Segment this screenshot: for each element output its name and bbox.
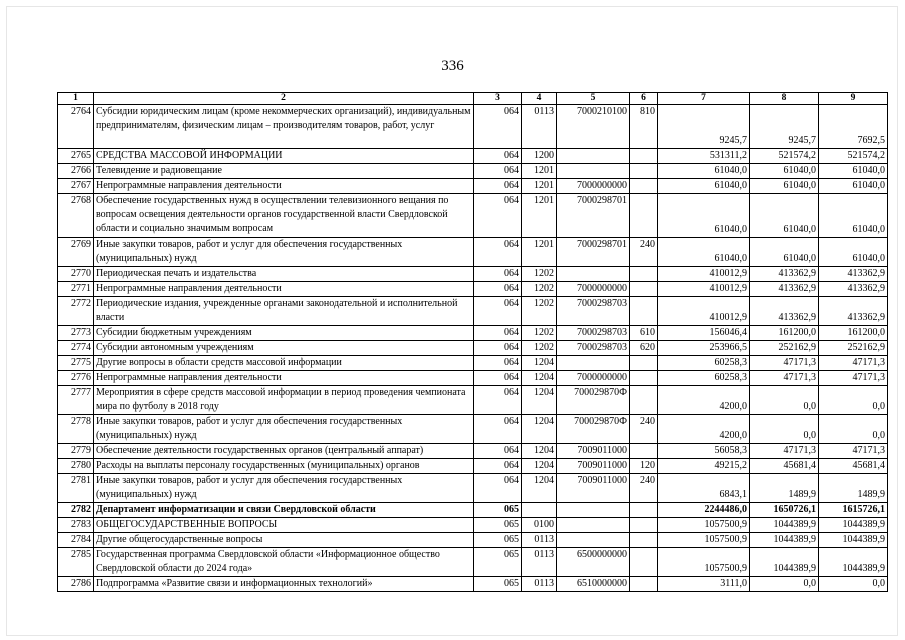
amount-cell: 1044389,9 <box>750 533 819 548</box>
amount-cell: 61040,0 <box>819 194 888 238</box>
expense-type-cell <box>630 503 658 518</box>
amount-cell: 1650726,1 <box>750 503 819 518</box>
section-cell: 1204 <box>522 356 557 371</box>
description-cell: Государственная программа Свердловской области «Информационное общество Свердловской области до 2024 года» <box>94 548 474 577</box>
amount-cell: 47171,3 <box>819 356 888 371</box>
amount-cell: 1057500,9 <box>658 533 750 548</box>
expense-type-cell <box>630 282 658 297</box>
amount-cell: 410012,9 <box>658 282 750 297</box>
description-cell: СРЕДСТВА МАССОВОЙ ИНФОРМАЦИИ <box>94 149 474 164</box>
column-header: 4 <box>522 93 557 105</box>
amount-cell: 61040,0 <box>658 164 750 179</box>
amount-cell: 1044389,9 <box>819 533 888 548</box>
code-cell: 064 <box>474 326 522 341</box>
code-cell: 064 <box>474 194 522 238</box>
amount-cell: 1615726,1 <box>819 503 888 518</box>
amount-cell: 45681,4 <box>819 459 888 474</box>
row-number-cell: 2778 <box>58 415 94 444</box>
amount-cell: 413362,9 <box>819 267 888 282</box>
amount-cell: 4200,0 <box>658 415 750 444</box>
description-cell: Другие вопросы в области средств массовой информации <box>94 356 474 371</box>
section-cell: 1204 <box>522 371 557 386</box>
code-cell: 065 <box>474 503 522 518</box>
amount-cell: 47171,3 <box>750 356 819 371</box>
table-row <box>58 577 888 592</box>
amount-cell: 413362,9 <box>750 267 819 282</box>
table-row <box>58 164 888 179</box>
amount-cell: 252162,9 <box>750 341 819 356</box>
target-article-cell <box>557 164 630 179</box>
expense-type-cell <box>630 386 658 415</box>
table-row <box>58 282 888 297</box>
amount-cell: 1044389,9 <box>819 548 888 577</box>
amount-cell: 1057500,9 <box>658 548 750 577</box>
expense-type-cell <box>630 356 658 371</box>
expense-type-cell: 610 <box>630 326 658 341</box>
amount-cell: 47171,3 <box>819 444 888 459</box>
table-row <box>58 267 888 282</box>
table-row <box>58 297 888 326</box>
amount-cell: 410012,9 <box>658 267 750 282</box>
section-cell: 1204 <box>522 474 557 503</box>
section-cell: 1204 <box>522 415 557 444</box>
expense-type-cell <box>630 577 658 592</box>
section-cell: 0113 <box>522 533 557 548</box>
row-number-cell: 2780 <box>58 459 94 474</box>
table-row <box>58 194 888 238</box>
description-cell: Другие общегосударственные вопросы <box>94 533 474 548</box>
description-cell: Департамент информатизации и связи Свердловской области <box>94 503 474 518</box>
description-cell: Обеспечение деятельности государственных органов (центральный аппарат) <box>94 444 474 459</box>
description-cell: Иные закупки товаров, работ и услуг для обеспечения государственных (муниципальных) нужд <box>94 474 474 503</box>
amount-cell: 253966,5 <box>658 341 750 356</box>
section-cell: 0113 <box>522 548 557 577</box>
code-cell: 064 <box>474 356 522 371</box>
target-article-cell <box>557 267 630 282</box>
target-article-cell <box>557 503 630 518</box>
table-row <box>58 444 888 459</box>
amount-cell: 4200,0 <box>658 386 750 415</box>
row-number-cell: 2782 <box>58 503 94 518</box>
target-article-cell: 7000210100 <box>557 105 630 149</box>
amount-cell: 9245,7 <box>750 105 819 149</box>
amount-cell: 6843,1 <box>658 474 750 503</box>
amount-cell: 1044389,9 <box>750 548 819 577</box>
row-number-cell: 2777 <box>58 386 94 415</box>
code-cell: 064 <box>474 444 522 459</box>
section-cell: 0113 <box>522 105 557 149</box>
amount-cell: 156046,4 <box>658 326 750 341</box>
expense-type-cell <box>630 548 658 577</box>
amount-cell: 45681,4 <box>750 459 819 474</box>
amount-cell: 2244486,0 <box>658 503 750 518</box>
amount-cell: 61040,0 <box>819 179 888 194</box>
target-article-cell: 7000298701 <box>557 238 630 267</box>
row-number-cell: 2775 <box>58 356 94 371</box>
row-number-cell: 2786 <box>58 577 94 592</box>
amount-cell: 161200,0 <box>750 326 819 341</box>
section-cell: 1204 <box>522 459 557 474</box>
code-cell: 064 <box>474 341 522 356</box>
section-cell: 1204 <box>522 444 557 459</box>
description-cell: ОБЩЕГОСУДАРСТВЕННЫЕ ВОПРОСЫ <box>94 518 474 533</box>
expense-type-cell <box>630 267 658 282</box>
amount-cell: 413362,9 <box>819 297 888 326</box>
amount-cell: 1489,9 <box>750 474 819 503</box>
description-cell: Расходы на выплаты персоналу государственных (муниципальных) органов <box>94 459 474 474</box>
amount-cell: 7692,5 <box>819 105 888 149</box>
amount-cell: 0,0 <box>750 386 819 415</box>
amount-cell: 61040,0 <box>658 238 750 267</box>
amount-cell: 47171,3 <box>750 371 819 386</box>
description-cell: Иные закупки товаров, работ и услуг для обеспечения государственных (муниципальных) нужд <box>94 415 474 444</box>
code-cell: 064 <box>474 386 522 415</box>
amount-cell: 0,0 <box>819 577 888 592</box>
code-cell: 064 <box>474 164 522 179</box>
code-cell: 065 <box>474 548 522 577</box>
row-number-cell: 2769 <box>58 238 94 267</box>
row-number-cell: 2781 <box>58 474 94 503</box>
column-header: 6 <box>630 93 658 105</box>
table-row <box>58 326 888 341</box>
target-article-cell: 7000298703 <box>557 326 630 341</box>
row-number-cell: 2770 <box>58 267 94 282</box>
amount-cell: 61040,0 <box>819 238 888 267</box>
section-cell: 1202 <box>522 297 557 326</box>
code-cell: 064 <box>474 149 522 164</box>
amount-cell: 47171,3 <box>750 444 819 459</box>
budget-table <box>57 92 888 592</box>
expense-type-cell: 620 <box>630 341 658 356</box>
amount-cell: 9245,7 <box>658 105 750 149</box>
code-cell: 064 <box>474 267 522 282</box>
description-cell: Субсидии автономным учреждениям <box>94 341 474 356</box>
amount-cell: 521574,2 <box>750 149 819 164</box>
section-cell: 1201 <box>522 179 557 194</box>
amount-cell: 1489,9 <box>819 474 888 503</box>
column-header: 7 <box>658 93 750 105</box>
code-cell: 064 <box>474 459 522 474</box>
table-row <box>58 474 888 503</box>
target-article-cell: 7000000000 <box>557 371 630 386</box>
amount-cell: 161200,0 <box>819 326 888 341</box>
amount-cell: 0,0 <box>819 386 888 415</box>
section-cell: 0113 <box>522 577 557 592</box>
amount-cell: 0,0 <box>750 415 819 444</box>
section-cell <box>522 503 557 518</box>
code-cell: 064 <box>474 179 522 194</box>
column-header: 5 <box>557 93 630 105</box>
code-cell: 064 <box>474 415 522 444</box>
amount-cell: 61040,0 <box>819 164 888 179</box>
amount-cell: 410012,9 <box>658 297 750 326</box>
target-article-cell: 7000298703 <box>557 297 630 326</box>
row-number-cell: 2766 <box>58 164 94 179</box>
section-cell: 1201 <box>522 164 557 179</box>
target-article-cell: 6510000000 <box>557 577 630 592</box>
page-number: 336 <box>441 58 464 74</box>
description-cell: Периодическая печать и издательства <box>94 267 474 282</box>
row-number-cell: 2772 <box>58 297 94 326</box>
amount-cell: 61040,0 <box>658 179 750 194</box>
expense-type-cell <box>630 179 658 194</box>
target-article-cell: 7000000000 <box>557 282 630 297</box>
description-cell: Непрограммные направления деятельности <box>94 282 474 297</box>
amount-cell: 413362,9 <box>750 282 819 297</box>
amount-cell: 60258,3 <box>658 371 750 386</box>
code-cell: 064 <box>474 105 522 149</box>
description-cell: Субсидии бюджетным учреждениям <box>94 326 474 341</box>
table-row <box>58 149 888 164</box>
row-number-cell: 2779 <box>58 444 94 459</box>
expense-type-cell <box>630 149 658 164</box>
code-cell: 065 <box>474 533 522 548</box>
column-header: 3 <box>474 93 522 105</box>
column-header: 2 <box>94 93 474 105</box>
section-cell: 1202 <box>522 267 557 282</box>
column-header: 8 <box>750 93 819 105</box>
table-row <box>58 415 888 444</box>
amount-cell: 56058,3 <box>658 444 750 459</box>
amount-cell: 413362,9 <box>819 282 888 297</box>
table-row <box>58 371 888 386</box>
row-number-cell: 2774 <box>58 341 94 356</box>
description-cell: Обеспечение государственных нужд в осуществлении телевизионного вещания по вопросам освещения деятельности органов государственной власти Свердловской области и социально значимым вопросам <box>94 194 474 238</box>
table-row <box>58 548 888 577</box>
expense-type-cell <box>630 533 658 548</box>
expense-type-cell: 240 <box>630 415 658 444</box>
amount-cell: 61040,0 <box>750 164 819 179</box>
target-article-cell: 7009011000 <box>557 444 630 459</box>
table-header-row <box>58 93 888 105</box>
amount-cell: 1044389,9 <box>750 518 819 533</box>
target-article-cell: 7000298703 <box>557 341 630 356</box>
target-article-cell: 700029870Ф <box>557 415 630 444</box>
row-number-cell: 2771 <box>58 282 94 297</box>
row-number-cell: 2773 <box>58 326 94 341</box>
amount-cell: 3111,0 <box>658 577 750 592</box>
amount-cell: 61040,0 <box>750 194 819 238</box>
row-number-cell: 2764 <box>58 105 94 149</box>
amount-cell: 252162,9 <box>819 341 888 356</box>
row-number-cell: 2785 <box>58 548 94 577</box>
section-cell: 0100 <box>522 518 557 533</box>
target-article-cell: 7009011000 <box>557 459 630 474</box>
row-number-cell: 2783 <box>58 518 94 533</box>
row-number-cell: 2767 <box>58 179 94 194</box>
code-cell: 064 <box>474 297 522 326</box>
amount-cell: 1057500,9 <box>658 518 750 533</box>
description-cell: Непрограммные направления деятельности <box>94 371 474 386</box>
expense-type-cell: 810 <box>630 105 658 149</box>
amount-cell: 61040,0 <box>750 238 819 267</box>
target-article-cell <box>557 533 630 548</box>
row-number-cell: 2776 <box>58 371 94 386</box>
expense-type-cell <box>630 444 658 459</box>
description-cell: Подпрограмма «Развитие связи и информационных технологий» <box>94 577 474 592</box>
table-row <box>58 386 888 415</box>
row-number-cell: 2765 <box>58 149 94 164</box>
section-cell: 1202 <box>522 326 557 341</box>
table-row <box>58 105 888 149</box>
section-cell: 1200 <box>522 149 557 164</box>
table-row <box>58 459 888 474</box>
table-row <box>58 179 888 194</box>
section-cell: 1201 <box>522 238 557 267</box>
amount-cell: 1044389,9 <box>819 518 888 533</box>
expense-type-cell <box>630 164 658 179</box>
row-number-cell: 2784 <box>58 533 94 548</box>
description-cell: Периодические издания, учрежденные органами законодательной и исполнительной власти <box>94 297 474 326</box>
column-header: 9 <box>819 93 888 105</box>
expense-type-cell: 120 <box>630 459 658 474</box>
code-cell: 064 <box>474 238 522 267</box>
code-cell: 064 <box>474 474 522 503</box>
target-article-cell: 7009011000 <box>557 474 630 503</box>
amount-cell: 49215,2 <box>658 459 750 474</box>
target-article-cell <box>557 356 630 371</box>
section-cell: 1202 <box>522 282 557 297</box>
target-article-cell: 7000298701 <box>557 194 630 238</box>
target-article-cell: 7000000000 <box>557 179 630 194</box>
section-cell: 1204 <box>522 386 557 415</box>
amount-cell: 521574,2 <box>819 149 888 164</box>
expense-type-cell <box>630 194 658 238</box>
section-cell: 1202 <box>522 341 557 356</box>
amount-cell: 531311,2 <box>658 149 750 164</box>
table-row <box>58 341 888 356</box>
description-cell: Субсидии юридическим лицам (кроме некоммерческих организаций), индивидуальным предпринимателям, физическим лицам – производителям товаров, работ, услуг <box>94 105 474 149</box>
description-cell: Телевидение и радиовещание <box>94 164 474 179</box>
expense-type-cell: 240 <box>630 474 658 503</box>
table-row <box>58 533 888 548</box>
amount-cell: 60258,3 <box>658 356 750 371</box>
expense-type-cell <box>630 371 658 386</box>
table-row <box>58 503 888 518</box>
column-header: 1 <box>58 93 94 105</box>
code-cell: 064 <box>474 282 522 297</box>
description-cell: Иные закупки товаров, работ и услуг для обеспечения государственных (муниципальных) нужд <box>94 238 474 267</box>
amount-cell: 61040,0 <box>658 194 750 238</box>
target-article-cell: 6500000000 <box>557 548 630 577</box>
table-row <box>58 518 888 533</box>
description-cell: Мероприятия в сфере средств массовой информации в период проведения чемпионата мира по футболу в 2018 году <box>94 386 474 415</box>
amount-cell: 61040,0 <box>750 179 819 194</box>
code-cell: 065 <box>474 518 522 533</box>
amount-cell: 413362,9 <box>750 297 819 326</box>
table-row <box>58 238 888 267</box>
amount-cell: 47171,3 <box>819 371 888 386</box>
target-article-cell <box>557 518 630 533</box>
row-number-cell: 2768 <box>58 194 94 238</box>
section-cell: 1201 <box>522 194 557 238</box>
description-cell: Непрограммные направления деятельности <box>94 179 474 194</box>
expense-type-cell <box>630 297 658 326</box>
table-row <box>58 356 888 371</box>
code-cell: 064 <box>474 371 522 386</box>
target-article-cell <box>557 149 630 164</box>
amount-cell: 0,0 <box>819 415 888 444</box>
code-cell: 065 <box>474 577 522 592</box>
expense-type-cell: 240 <box>630 238 658 267</box>
expense-type-cell <box>630 518 658 533</box>
target-article-cell: 700029870Ф <box>557 386 630 415</box>
amount-cell: 0,0 <box>750 577 819 592</box>
